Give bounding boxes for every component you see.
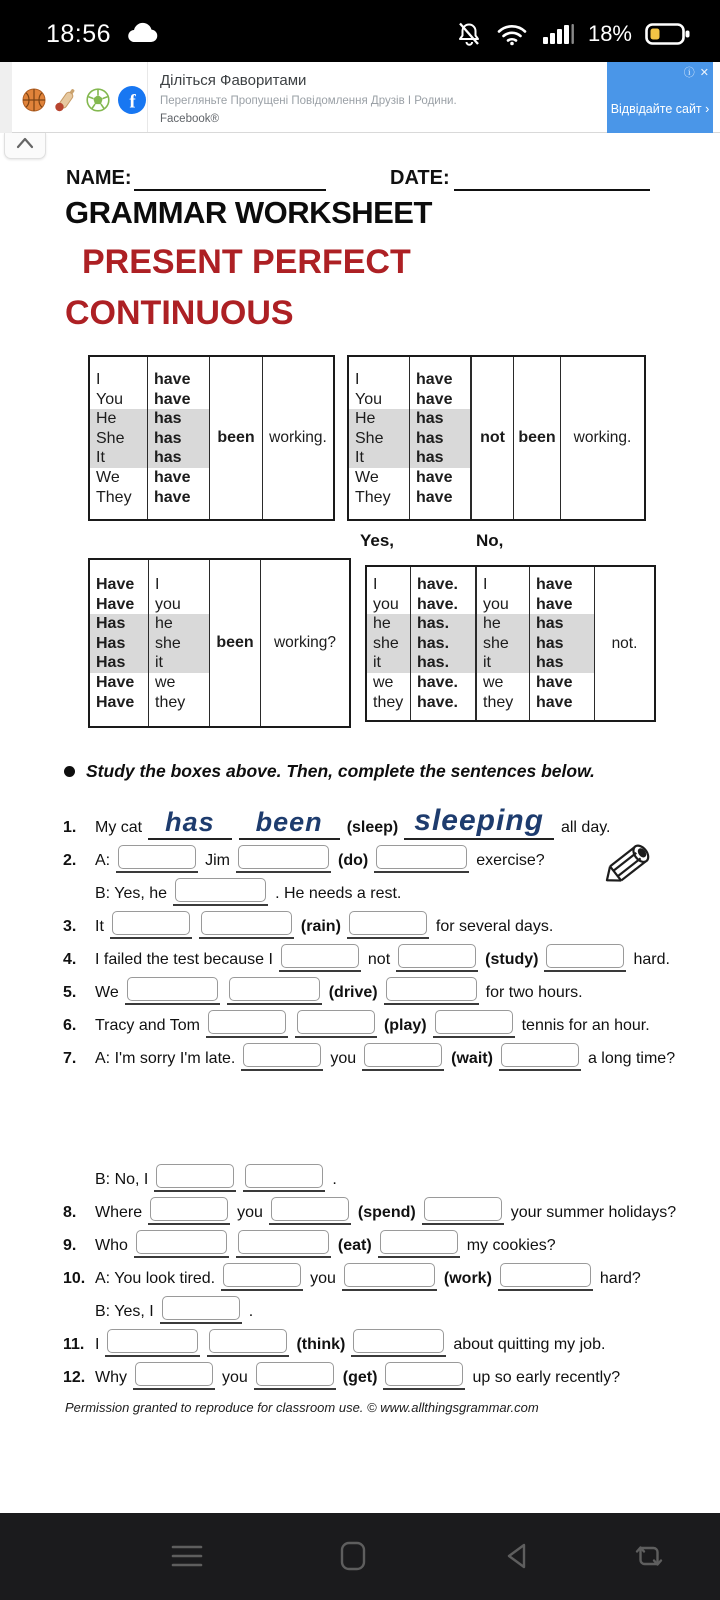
aux-column (147, 357, 209, 519)
answer-field[interactable] (236, 1230, 331, 1258)
answer-field[interactable] (221, 1263, 303, 1291)
ad-cta-label[interactable]: Відвідайте сайт › (610, 102, 710, 116)
table-cell: has (148, 409, 209, 429)
answer-field[interactable] (154, 1164, 236, 1192)
answer-field[interactable] (173, 878, 268, 906)
exercise-text: you (330, 1049, 357, 1067)
pronoun-column (148, 560, 209, 726)
cloud-icon (125, 22, 159, 46)
exercise-5 (63, 976, 667, 1005)
exercise-9 (63, 1229, 667, 1258)
answer-field[interactable] (295, 1010, 377, 1038)
table-cell: has. (411, 614, 475, 634)
exercise-text: Who (95, 1236, 128, 1254)
answer-field[interactable] (199, 911, 294, 939)
answer-field[interactable] (116, 845, 198, 873)
table-cell: has (410, 429, 470, 449)
ad-description: Перегляньте Пропущені Повідомлення Друзів І Родини. (160, 95, 457, 107)
answer-field[interactable] (378, 1230, 460, 1258)
table-cell: I (373, 576, 378, 593)
answer-field[interactable] (544, 944, 626, 972)
exercise-1 (63, 805, 667, 840)
no-aux-column (529, 567, 594, 720)
handwritten-answer: has (148, 808, 232, 839)
answer-field[interactable] (125, 977, 220, 1005)
table-cell: they (483, 693, 514, 711)
exercise-3 (63, 910, 667, 939)
table-cell: they (373, 693, 404, 711)
table-cell: Have (96, 673, 135, 691)
exercise-text: your summer holidays? (510, 1203, 677, 1221)
adchoices-icon[interactable]: ⓘ (683, 67, 696, 79)
exercise-text: I failed the test because I (95, 950, 273, 968)
table-cell: have (536, 595, 573, 613)
exercise-text: hard. (633, 950, 670, 968)
table-cell: they (155, 693, 186, 711)
table-cell: we (483, 673, 504, 691)
exercise-2a (63, 844, 667, 873)
table-cell: It (90, 448, 147, 468)
exercise-11 (63, 1328, 667, 1357)
verb-hint: (play) (383, 1016, 427, 1034)
answer-field[interactable] (236, 845, 331, 873)
exercise-number: 11. (63, 1335, 85, 1353)
verb-hint: (eat) (337, 1236, 372, 1254)
table-cell: have (154, 390, 191, 408)
table-cell: I (483, 576, 488, 593)
not-cell: not (470, 357, 513, 519)
exercise-text: tennis for an hour. (521, 1016, 650, 1034)
exercise-2b (63, 877, 667, 906)
ad-brand: Facebook® (160, 113, 219, 125)
instruction-text: Study the boxes above. Then, complete the sentences below. (86, 761, 595, 781)
table-cell: have. (417, 693, 458, 711)
table-cell: have. (417, 576, 458, 593)
exercise-6 (63, 1009, 667, 1038)
answer-field[interactable] (433, 1010, 515, 1038)
handwritten-answer: sleeping (404, 805, 554, 840)
answer-field[interactable] (160, 1296, 242, 1324)
ad-close-icon[interactable]: ✕ (699, 67, 710, 79)
verb-hint: (wait) (451, 1049, 493, 1067)
ad-cta-button[interactable] (607, 62, 713, 133)
date-label: DATE: (390, 167, 450, 189)
answer-field[interactable] (347, 911, 429, 939)
table-cell: They (355, 488, 391, 506)
answer-field[interactable] (269, 1197, 351, 1225)
answer-field[interactable] (499, 1043, 581, 1071)
table-cell: He (349, 409, 409, 429)
android-nav-bar (0, 1513, 720, 1600)
notifications-off-icon (455, 21, 483, 47)
instruction-line (64, 761, 595, 782)
name-label: NAME: (66, 167, 132, 189)
exercise-text: a long time? (587, 1049, 676, 1067)
answer-field[interactable] (383, 1362, 465, 1390)
soccer-ball-icon (85, 87, 111, 118)
answer-field[interactable] (362, 1043, 444, 1071)
verb-hint: (think) (296, 1335, 346, 1353)
exercise-text: B: Yes, he (95, 884, 168, 902)
exercise-number (63, 903, 95, 906)
answer-field[interactable] (227, 977, 322, 1005)
exercise-text: about quitting my job. (453, 1335, 606, 1353)
exercise-text: you (222, 1368, 248, 1386)
table-cell: you (483, 595, 509, 613)
facebook-icon (117, 85, 147, 120)
answer-field[interactable] (148, 1197, 230, 1225)
answer-field[interactable] (110, 911, 192, 939)
table-cell: have (154, 468, 191, 486)
menu-icon[interactable] (170, 1541, 204, 1576)
table-cell: They (96, 488, 132, 506)
exercise-number: 9. (63, 1236, 77, 1254)
collapse-ad-tab[interactable] (4, 133, 46, 159)
exercise-list (63, 804, 677, 1415)
verb-hint: (rain) (300, 917, 341, 935)
exercise-text: . (248, 1302, 254, 1320)
table-cell: she (149, 634, 209, 654)
been-cell: been (513, 357, 560, 519)
exercise-text: Tracy and Tom (95, 1016, 200, 1034)
answer-field[interactable] (374, 845, 469, 873)
verb-hint: (do) (338, 851, 369, 869)
answer-field[interactable] (241, 1043, 323, 1071)
table-cell: I (96, 371, 101, 388)
table-cell: I (155, 576, 160, 593)
exercise-text: my cookies? (466, 1236, 556, 1254)
bullet-icon (64, 766, 75, 777)
table-cell: He (90, 409, 147, 429)
exercise-text: you (237, 1203, 263, 1221)
page-edge-strip (0, 62, 12, 133)
exercise-number: 7. (63, 1049, 77, 1067)
worksheet-topic-line1: PRESENT PERFECT (82, 243, 411, 281)
table-cell: he (367, 614, 410, 634)
worksheet-title: GRAMMAR WORKSHEET (65, 195, 432, 230)
ad-divider (147, 62, 148, 132)
exercise-8 (63, 1196, 677, 1225)
basketball-icon (21, 87, 47, 118)
exercise-text: My cat (95, 818, 143, 836)
answer-field[interactable] (279, 944, 361, 972)
status-left (46, 20, 159, 49)
table-cell: you (155, 595, 181, 613)
exercise-text: hard? (599, 1269, 641, 1287)
table-cell: It (349, 448, 409, 468)
cricket-bat-icon (53, 87, 79, 118)
table-cell: we (373, 673, 394, 691)
svg-text:f: f (129, 91, 136, 113)
table-cell: she (477, 634, 529, 654)
table-cell: have (154, 371, 191, 388)
table-affirmative (88, 355, 335, 521)
ad-icon-row (21, 85, 147, 120)
exercise-7a (63, 1042, 676, 1071)
answer-field[interactable] (134, 1230, 229, 1258)
status-right (455, 21, 690, 47)
table-cell: have (416, 468, 453, 486)
exercise-number: 2. (63, 851, 77, 869)
table-cell: have (154, 488, 191, 506)
answer-field[interactable] (206, 1010, 288, 1038)
exercise-number (63, 1189, 95, 1192)
date-blank-line[interactable] (454, 167, 650, 191)
table-cell: We (96, 468, 120, 486)
exercise-number: 4. (63, 950, 77, 968)
table-cell: have (536, 693, 573, 711)
answer-field[interactable] (498, 1263, 593, 1291)
verb-hint: (drive) (328, 983, 378, 1001)
table-cell: she (367, 634, 410, 654)
answer-field[interactable] (384, 977, 479, 1005)
table-negative (347, 355, 646, 521)
aux-column (409, 357, 470, 519)
exercise-7b (63, 1163, 667, 1192)
no-pronoun-column (475, 567, 529, 720)
table-cell: has. (411, 653, 475, 673)
status-bar (0, 0, 720, 62)
exercise-text: Where (95, 1203, 143, 1221)
answer-field[interactable] (396, 944, 478, 972)
exercise-text: exercise? (476, 851, 545, 869)
table-cell: have. (417, 595, 458, 613)
exercise-4 (63, 943, 670, 972)
table-cell: it (367, 653, 410, 673)
home-icon[interactable] (338, 1541, 368, 1576)
table-short-answers (365, 565, 656, 722)
answer-field[interactable] (207, 1329, 289, 1357)
answer-field[interactable] (342, 1263, 437, 1291)
exercise-number: 12. (63, 1368, 86, 1386)
answer-field[interactable] (243, 1164, 325, 1192)
exercise-text: . (332, 1170, 337, 1188)
handwritten-answer: been (239, 808, 340, 839)
exercise-text: B: Yes, I (95, 1302, 154, 1320)
table-cell: has (148, 429, 209, 449)
exercise-text: up so early recently? (472, 1368, 621, 1386)
name-blank-line[interactable] (134, 167, 326, 191)
verb-hint: (sleep) (346, 818, 399, 836)
table-cell: Have (96, 693, 135, 711)
table-cell: has (410, 448, 470, 468)
verb-cell: working? (260, 560, 349, 726)
table-cell: have (536, 673, 573, 691)
table-cell: Has (90, 653, 148, 673)
yes-pronoun-column (367, 567, 410, 720)
exercise-text: B: No, I (95, 1170, 149, 1188)
exercise-number: 1. (63, 818, 77, 836)
signal-strength-icon (541, 22, 575, 46)
exercise-number: 10. (63, 1269, 86, 1287)
exercise-text: A: I'm sorry I'm late. (95, 1049, 236, 1067)
table-cell: I (355, 371, 360, 388)
exercise-text: you (310, 1269, 336, 1287)
table-cell: have (416, 488, 453, 506)
table-question (88, 558, 351, 728)
table-cell: he (477, 614, 529, 634)
aux-column (90, 560, 148, 726)
table-cell: we (155, 673, 176, 691)
battery-icon (645, 22, 690, 46)
table-cell: Has (90, 634, 148, 654)
table-cell: it (477, 653, 529, 673)
table-cell: Have (96, 595, 135, 613)
repeat-icon[interactable] (632, 1541, 666, 1576)
been-cell: been (209, 560, 260, 726)
pronoun-column (349, 357, 409, 519)
table-cell: We (355, 468, 379, 486)
exercise-text: for several days. (435, 917, 554, 935)
ad-title[interactable]: Діліться Фаворитами (160, 72, 307, 89)
battery-percent: 18% (587, 21, 632, 46)
exercise-text: for two hours. (485, 983, 583, 1001)
exercise-text: It (95, 917, 104, 935)
table-cell: have. (417, 673, 458, 691)
table-cell: has (148, 448, 209, 468)
pronoun-column (90, 357, 147, 519)
table-cell: has (530, 634, 594, 654)
exercise-number: 5. (63, 983, 77, 1001)
exercise-text: . He needs a rest. (275, 884, 402, 902)
verb-cell: working. (560, 357, 644, 519)
exercise-text: We (95, 983, 119, 1001)
exercise-text: all day. (560, 818, 611, 836)
wifi-icon (496, 22, 528, 46)
exercise-text: A: You look tired. (95, 1269, 216, 1287)
answer-field[interactable] (351, 1329, 446, 1357)
been-cell: been (209, 357, 262, 519)
table-cell: Have (96, 576, 135, 593)
table-cell: You (355, 390, 382, 408)
table-cell: has (530, 653, 594, 673)
exercise-text: I (95, 1335, 100, 1353)
verb-hint: (get) (342, 1368, 378, 1386)
exercise-12 (63, 1361, 667, 1390)
exercise-number (63, 1321, 95, 1324)
exercise-text: not (367, 950, 391, 968)
clock: 18:56 (46, 19, 112, 48)
verb-hint: (study) (485, 950, 539, 968)
exercise-text: A: (95, 851, 111, 869)
exercise-text: Jim (205, 851, 231, 869)
exercise-10b (63, 1295, 667, 1324)
chevron-up-icon (14, 135, 36, 156)
back-icon[interactable] (503, 1541, 529, 1576)
verb-hint: (work) (443, 1269, 492, 1287)
table-cell: has (530, 614, 594, 634)
exercise-number: 6. (63, 1016, 77, 1034)
table-cell: have (416, 390, 453, 408)
yes-label: Yes, (360, 531, 395, 550)
exercise-10a (63, 1262, 667, 1291)
table-cell: you (373, 595, 399, 613)
table-cell: She (90, 429, 147, 449)
ad-banner[interactable] (0, 62, 720, 133)
answer-field[interactable] (133, 1362, 215, 1390)
table-cell: Has (90, 614, 148, 634)
table-cell: has (410, 409, 470, 429)
exercise-number: 8. (63, 1203, 77, 1221)
table-cell: have (536, 576, 573, 593)
table-cell: it (149, 653, 209, 673)
exercise-text: Why (95, 1368, 127, 1386)
worksheet-topic-line2: CONTINUOUS (65, 294, 294, 332)
table-cell: has. (411, 634, 475, 654)
not-cell: not. (594, 567, 654, 720)
answer-field[interactable] (422, 1197, 504, 1225)
table-cell: She (349, 429, 409, 449)
answer-field[interactable] (254, 1362, 336, 1390)
no-label: No, (476, 531, 504, 550)
yes-aux-column (410, 567, 475, 720)
verb-cell: working. (262, 357, 333, 519)
table-cell: You (96, 390, 123, 408)
worksheet-document (0, 133, 720, 1513)
answer-field[interactable] (105, 1329, 200, 1357)
table-cell: he (149, 614, 209, 634)
table-cell: have (416, 371, 453, 388)
copyright-footer: Permission granted to reproduce for classroom use. © www.allthingsgrammar.com (65, 1399, 539, 1415)
verb-hint: (spend) (357, 1203, 416, 1221)
exercise-number: 3. (63, 917, 77, 935)
